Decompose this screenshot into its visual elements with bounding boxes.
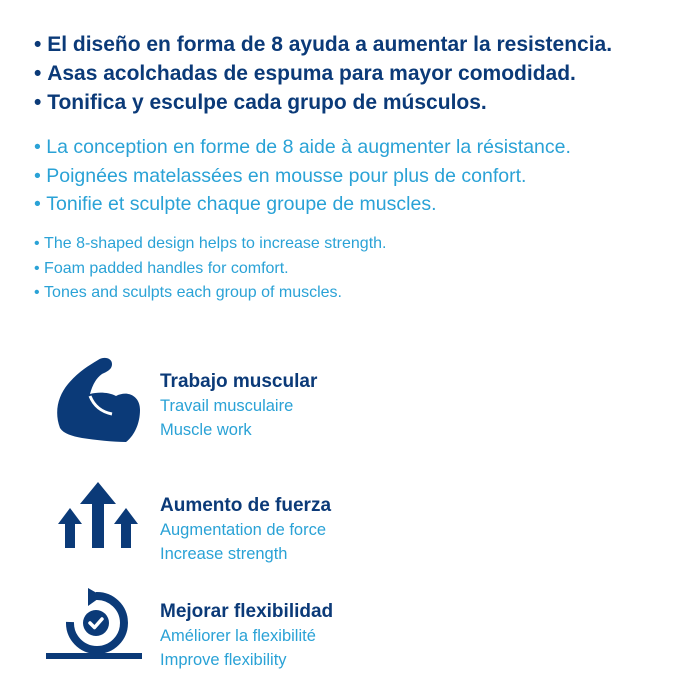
list-item: • Tones and sculpts each group of muscles. xyxy=(34,281,386,306)
feature-improve-flexibility xyxy=(0,586,700,676)
circular-arrow-check-icon xyxy=(46,586,146,676)
flexed-arm-icon xyxy=(46,356,146,446)
feature-french-label: Améliorer la flexibilité xyxy=(160,627,316,645)
list-item: • La conception en forme de 8 aide à augmenter la résistance. xyxy=(34,133,571,162)
feature-increase-strength xyxy=(0,480,700,570)
list-item: • Asas acolchadas de espuma para mayor comodidad. xyxy=(34,59,612,88)
feature-english-label: Improve flexibility xyxy=(160,651,287,669)
list-item: • Tonifie et sculpte chaque groupe de muscles. xyxy=(34,190,571,219)
up-arrows-icon xyxy=(46,480,146,570)
spanish-bullet-list xyxy=(34,30,612,117)
feature-title: Mejorar flexibilidad xyxy=(160,601,334,622)
list-item: • Foam padded handles for comfort. xyxy=(34,257,386,282)
feature-french-label: Travail musculaire xyxy=(160,397,294,415)
feature-french-label: Augmentation de force xyxy=(160,521,327,539)
list-item: • Poignées matelassées en mousse pour plus de confort. xyxy=(34,162,571,191)
list-item: • El diseño en forma de 8 ayuda a aumentar la resistencia. xyxy=(34,30,612,59)
feature-english-label: Muscle work xyxy=(160,421,252,439)
list-item: • The 8-shaped design helps to increase strength. xyxy=(34,232,386,257)
feature-title: Aumento de fuerza xyxy=(160,495,332,516)
english-bullet-list xyxy=(34,232,386,306)
feature-english-label: Increase strength xyxy=(160,545,288,563)
feature-muscle-work xyxy=(0,356,700,446)
list-item: • Tonifica y esculpe cada grupo de músculos. xyxy=(34,88,612,117)
feature-title: Trabajo muscular xyxy=(160,371,318,392)
french-bullet-list xyxy=(34,133,571,219)
